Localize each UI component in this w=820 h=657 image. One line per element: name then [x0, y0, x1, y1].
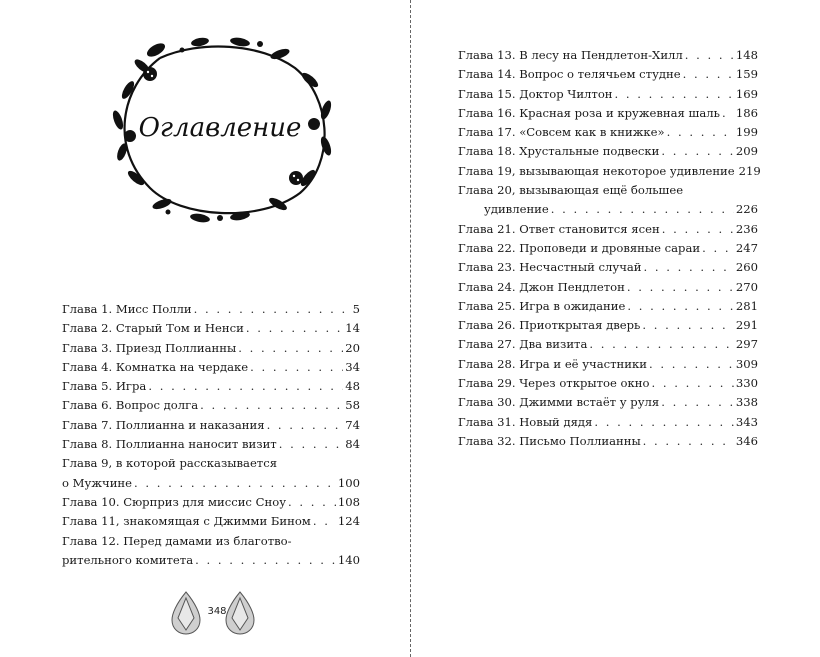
- toc-leader-dots: [683, 65, 734, 84]
- toc-leader-dots: [288, 493, 336, 512]
- toc-entry-title: Глава 14. Вопрос о телячьем студне: [458, 67, 681, 82]
- toc-leader-dots: [667, 123, 734, 142]
- toc-leader-dots: [643, 432, 734, 451]
- toc-entry-page: 5: [352, 302, 360, 316]
- toc-leader-dots: [195, 551, 336, 570]
- toc-entry-first-line: Глава 9, в которой рассказывается: [62, 456, 278, 471]
- toc-leader-dots: [267, 416, 344, 435]
- toc-entry: [458, 393, 758, 412]
- toc-entry: [62, 493, 360, 512]
- toc-entry-title: Глава 16. Красная роза и кружевная шаль: [458, 105, 720, 120]
- toc-entry: [62, 551, 360, 570]
- toc-entry-page: 219: [738, 163, 761, 178]
- toc-entry-title: Глава 31. Новый дядя: [458, 414, 593, 429]
- toc-leader-dots: [627, 278, 734, 297]
- toc-leader-dots: [685, 46, 734, 65]
- toc-entry-page: 58: [345, 398, 360, 413]
- toc-entry: [62, 377, 360, 396]
- toc-entry-title: Глава 7. Поллианна и наказания: [62, 417, 265, 432]
- toc-entry-page: 281: [735, 298, 758, 313]
- toc-entry-page: 199: [735, 125, 758, 140]
- toc-leader-dots: [148, 377, 343, 396]
- toc-entry-page: 124: [337, 514, 360, 529]
- toc-entry-title: Глава 23. Несчастный случай: [458, 260, 642, 275]
- toc-entry: [458, 46, 758, 65]
- toc-entry-page: 169: [735, 86, 758, 101]
- toc-entry-page: 226: [735, 202, 758, 217]
- toc-entry-title: Глава 30. Джимми встаёт у руля: [458, 395, 660, 410]
- toc-entry-title: Глава 3. Приезд Поллианны: [62, 340, 237, 355]
- toc-entry-title: Глава 19, вызывающая некоторое удивление: [458, 163, 735, 178]
- toc-entry-title: Глава 26. Приоткрытая дверь: [458, 318, 641, 333]
- toc-entry: [458, 200, 758, 219]
- toc-entry-title: Глава 24. Джон Пендлетон: [458, 279, 625, 294]
- toc-leader-dots: [661, 393, 734, 412]
- toc-leader-dots: [644, 258, 734, 277]
- toc-entry-page: 236: [735, 221, 758, 236]
- toc-leader-dots: [722, 104, 734, 123]
- toc-entry: [62, 319, 360, 338]
- toc-entry-page: 209: [735, 144, 758, 159]
- toc-entry-title: Глава 29. Через открытое окно: [458, 376, 650, 391]
- toc-entry: [62, 358, 360, 377]
- toc-entry-page: 338: [735, 395, 758, 410]
- toc-entry-page: 346: [735, 433, 758, 448]
- toc-leader-dots: [200, 396, 343, 415]
- toc-entry-title: удивление: [484, 202, 549, 217]
- toc-entry-page: 186: [735, 105, 758, 120]
- toc-entry: [62, 300, 360, 319]
- toc-entry-title: Глава 18. Хрустальные подвески: [458, 144, 660, 159]
- toc-entry-page: 260: [735, 260, 758, 275]
- toc-entry-title: Глава 25. Игра в ожидание: [458, 298, 626, 313]
- toc-entry-title: о Мужчине: [62, 475, 133, 490]
- toc-entry-page: 84: [345, 437, 360, 452]
- toc-entry-title: Глава 27. Два визита: [458, 337, 588, 352]
- toc-entry: [458, 65, 758, 84]
- toc-entry-page: 34: [345, 359, 360, 374]
- toc-leader-dots: [246, 319, 343, 338]
- toc-leader-dots: [627, 297, 734, 316]
- toc-leader-dots: [134, 474, 336, 493]
- toc-entry-title: Глава 2. Старый Том и Ненси: [62, 321, 244, 336]
- toc-leader-dots: [250, 358, 343, 377]
- toc-entry-page: 140: [337, 552, 360, 567]
- toc-entry-page: 247: [735, 240, 758, 255]
- toc-entry: [458, 335, 758, 354]
- right-page: [412, 0, 820, 657]
- page-number: 348: [207, 606, 227, 617]
- toc-leader-dots: [661, 142, 733, 161]
- toc-leader-dots: [594, 413, 733, 432]
- toc-entry: [458, 432, 758, 451]
- toc-entry-page: 20: [345, 340, 360, 355]
- toc-entry-title: Глава 11, знакомящая с Джимми Бином: [62, 514, 311, 529]
- toc-entry-title: Глава 1. Мисс Полли: [62, 302, 192, 316]
- floral-wreath-icon: [100, 28, 340, 228]
- toc-leader-dots: [589, 335, 733, 354]
- toc-entry-title: Глава 28. Игра и её участники: [458, 356, 647, 371]
- toc-entry-title: Глава 6. Вопрос долга: [62, 398, 199, 413]
- toc-entry: [458, 239, 758, 258]
- toc-entry-page: 297: [735, 337, 758, 352]
- toc-entry: [62, 416, 360, 435]
- toc-entry-title: Глава 17. «Совсем как в книжке»: [458, 125, 665, 140]
- page-divider: [410, 0, 411, 657]
- toc-entry: [62, 512, 360, 531]
- toc-entry: [62, 396, 360, 415]
- toc-leader-dots: [702, 239, 734, 258]
- toc-entry: [458, 374, 758, 393]
- toc-right-list: [458, 46, 761, 451]
- toc-leader-dots: [649, 355, 734, 374]
- toc-entry-title: Глава 5. Игра: [62, 379, 147, 394]
- toc-entry-page: 148: [735, 48, 758, 62]
- toc-entry: [458, 355, 758, 374]
- toc-entry-title: Глава 10. Сюрприз для миссис Сноу: [62, 494, 287, 509]
- toc-entry-title: Глава 32. Письмо Поллианны: [458, 433, 641, 448]
- toc-leader-dots: [642, 316, 734, 335]
- toc-entry: [62, 474, 360, 493]
- toc-entry: [62, 339, 360, 358]
- toc-leader-dots: [279, 435, 344, 454]
- toc-entry: [458, 297, 758, 316]
- toc-entry: [62, 435, 360, 454]
- toc-entry-page: 343: [735, 414, 758, 429]
- toc-leader-dots: [551, 200, 734, 219]
- toc-leader-dots: [662, 220, 734, 239]
- toc-heading: Оглавление: [138, 113, 302, 143]
- toc-entry-title: Глава 15. Доктор Чилтон: [458, 86, 613, 101]
- toc-entry-page: 108: [337, 494, 360, 509]
- toc-left-list: [62, 300, 360, 570]
- toc-entry: [458, 316, 758, 335]
- toc-entry-title: Глава 22. Проповеди и дровяные сараи: [458, 240, 701, 255]
- toc-leader-dots: [194, 300, 351, 319]
- toc-entry-title: Глава 21. Ответ становится ясен: [458, 221, 660, 236]
- toc-entry-page: 74: [345, 417, 360, 432]
- toc-entry-page: 330: [735, 376, 758, 391]
- toc-entry: [458, 258, 758, 277]
- toc-entry-title: рительного комитета: [62, 552, 194, 567]
- toc-entry-title: Глава 4. Комнатка на чердаке: [62, 359, 249, 374]
- toc-entry-first-line: Глава 20, вызывающая ещё большее: [458, 183, 684, 198]
- toc-leader-dots: [238, 339, 343, 358]
- toc-entry: [458, 220, 758, 239]
- toc-entry-title: Глава 13. В лесу на Пендлетон-Хилл: [458, 48, 683, 62]
- toc-entry: [458, 278, 758, 297]
- toc-entry: [458, 142, 758, 161]
- toc-entry: [458, 123, 758, 142]
- toc-entry-page: 291: [735, 318, 758, 333]
- toc-entry-title: Глава 8. Поллианна наносит визит: [62, 437, 277, 452]
- toc-leader-dots: [615, 85, 734, 104]
- toc-entry-page: 14: [345, 321, 360, 336]
- toc-entry-first-line: Глава 12. Перед дамами из благотво-: [62, 533, 292, 548]
- toc-entry: [458, 104, 758, 123]
- toc-entry: [458, 162, 761, 181]
- toc-leader-dots: [651, 374, 733, 393]
- toc-entry-page: 270: [735, 279, 758, 294]
- toc-entry: [458, 85, 758, 104]
- toc-leader-dots: [313, 512, 336, 531]
- toc-entry: [458, 413, 758, 432]
- toc-entry-page: 159: [735, 67, 758, 82]
- toc-entry-page: 100: [337, 475, 360, 490]
- toc-entry-page: 309: [735, 356, 758, 371]
- toc-entry-page: 48: [345, 379, 360, 394]
